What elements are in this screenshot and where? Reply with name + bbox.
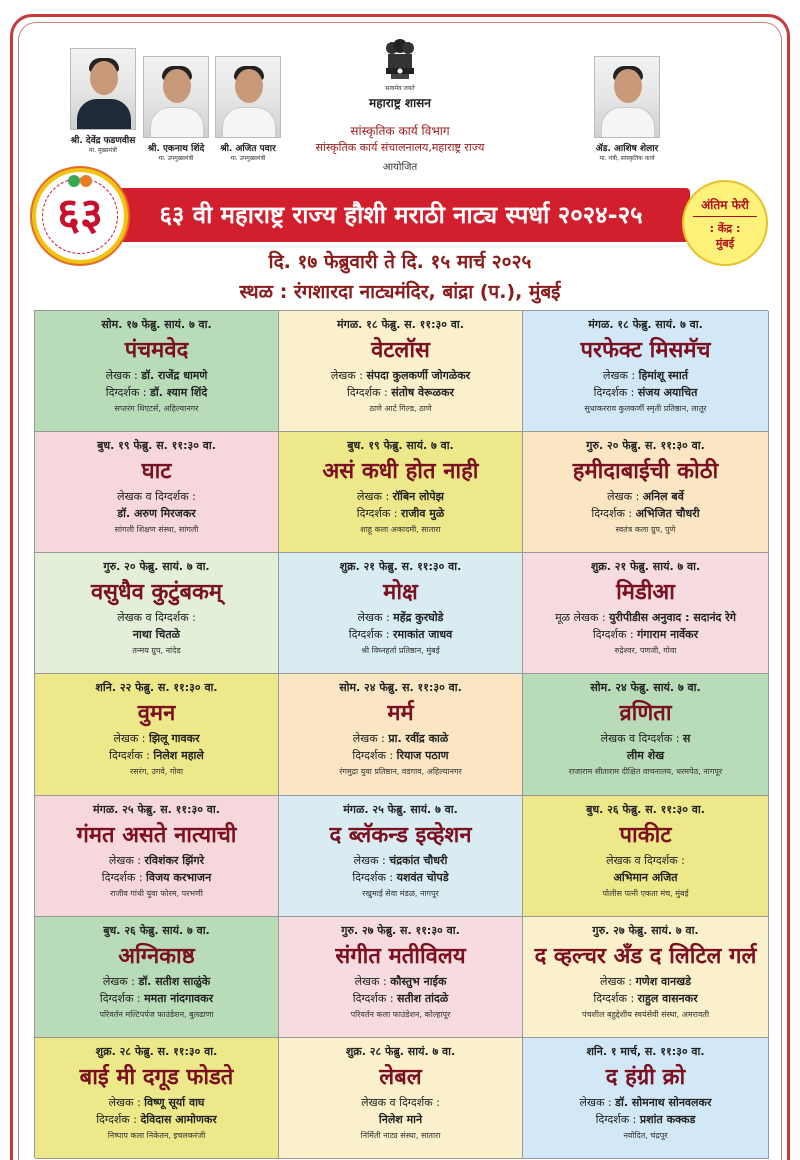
writer-label: लेखक : (352, 732, 389, 746)
director-name: यशवंत चोपडे (396, 870, 449, 884)
director-name: संजय अयाचित (637, 386, 698, 399)
organized-label: आयोजित (382, 162, 418, 173)
writer-name: विष्णू सूर्या वाघ (144, 1095, 205, 1109)
play-cell (35, 796, 279, 917)
writer-label: लेखक : (357, 611, 394, 625)
writer-label: लेखक व दिग्दर्शक : (117, 611, 196, 625)
title-banner (112, 188, 690, 242)
play-writer-director-name: नाथा चितळे (132, 628, 181, 642)
play-group: पंचशील बहुद्देशीय स्वयंसेवी संस्था, अमरावती (581, 1009, 710, 1019)
play-director-line (279, 748, 522, 763)
writer-name: झिलू गावकर (149, 732, 200, 746)
competition-title: ६३ वी महाराष्ट्र राज्य हौशी मराठी नाट्य स्पर्धा २०२४-२५ (159, 201, 643, 229)
play-group: निष्पाप कला निकेतन, इचलकरंजी (107, 1130, 206, 1140)
play-title: वुमन (137, 701, 176, 727)
play-writer-line (279, 489, 522, 504)
play-title: मोक्ष (383, 580, 418, 606)
play-title: पंचमवेद (124, 338, 189, 363)
writer-name: गणेश वानखडे (635, 974, 692, 988)
play-date: गुरु. २० फेब्रु. सायं. ७ वा. (103, 560, 210, 574)
play-director-line (35, 748, 278, 763)
writer-label: लेखक व दिग्दर्शक : (117, 490, 196, 504)
play-date: सोम. १७ फेब्रु. सायं. ७ वा. (101, 318, 212, 331)
photo (143, 56, 209, 138)
photo (70, 48, 136, 130)
play-title: संगीत मतीविलय (335, 943, 466, 969)
competition-dates: दि. १७ फेब्रुवारी ते दि. १५ मार्च २०२५ (268, 251, 532, 273)
play-director-line (523, 385, 768, 400)
directorate-name: सांस्कृतिक कार्य संचालनालय,महाराष्ट्र राज्य (315, 141, 485, 154)
play-title: द हंग्री क्रो (605, 1064, 686, 1090)
writer-name: डॉ. सतीश साळुंके (138, 974, 211, 988)
director-name: विजय करभाजन (146, 870, 212, 884)
play-writer-line (523, 974, 768, 989)
play-group: सुधाकरराव कुलकर्णी स्मृती प्रतिष्ठान, लातूर (584, 404, 707, 413)
play-date: शुक्र. २१ फेब्रु. सायं. ७ वा. (590, 560, 701, 574)
director-name: अभिजित चौधरी (635, 507, 700, 521)
play-cell (523, 432, 769, 553)
play-title: अग्निकाष्ठ (118, 943, 195, 969)
director-label: दिग्दर्शक : (109, 749, 154, 763)
department-name: सांस्कृतिक कार्य विभाग (350, 124, 450, 138)
play-date: गुरु. २० फेब्रु. स. ११:३० वा. (586, 439, 705, 453)
director-name: संतोष वेरूळकर (391, 386, 454, 399)
play-title: परफेक्ट मिसमॅच (580, 338, 711, 363)
writer-label: लेखक : (108, 853, 145, 867)
play-date: शनि. १ मार्च, स. ११:३० वा. (586, 1044, 705, 1058)
play-director-line (523, 627, 768, 642)
play-director-line (35, 385, 278, 400)
director-name: देविदास आमोणकर (140, 1112, 217, 1126)
play-writer-line (279, 610, 522, 625)
writer-name: चंद्रकांत चौधरी (389, 853, 448, 867)
play-writer-director-name: अभिमान अजित (613, 870, 678, 884)
director-name: रमाकांत जाधव (393, 628, 453, 642)
play-date: बुध. १९ फेब्रु. स. ११:३० वा. (97, 439, 216, 453)
writer-label: लेखक व दिग्दर्शक : (361, 1095, 440, 1109)
writer-name: हिमांशू स्मार्त (638, 369, 688, 382)
play-director-line (279, 627, 522, 642)
play-date: सोम. २४ फेब्रु. सायं. ७ वा. (590, 681, 701, 695)
director-name: गंगाराम नार्वेकर (637, 628, 699, 642)
person-role: मा. मुख्यमंत्री (89, 147, 117, 154)
play-title: असं कधी होत नाही (322, 459, 479, 485)
writer-label: लेखक व दिग्दर्शक : (600, 732, 683, 746)
writer-name: स (682, 732, 691, 746)
person-name: श्री. देवेंद्र फडणवीस (70, 136, 136, 146)
play-group: पोलीस पत्नी एकता मंच, मुंबई (602, 888, 689, 898)
play-group: रखुमाई सेवा मंडळ, नागपूर (362, 888, 439, 898)
play-group: रंगमुद्रा युवा प्रतिष्ठान, वडगाव, अहिल्यानगर (339, 767, 462, 777)
play-title: वेटलॉस (371, 338, 430, 363)
play-cell (523, 553, 769, 674)
schedule-grid (34, 310, 768, 1158)
play-date: सोम. २४ फेब्रु. स. ११:३० वा. (339, 681, 462, 695)
director-name: डॉ. श्याम शिंदे (150, 386, 208, 399)
play-writer-director-name: लीम शेख (626, 749, 665, 763)
writer-label: लेखक : (113, 732, 150, 746)
play-writer-line (35, 610, 278, 625)
writer-label: लेखक : (599, 974, 636, 988)
final-round-label: अंतिम फेरी (701, 198, 749, 212)
play-writer-line (523, 368, 768, 383)
play-date: गुरु. २७ फेब्रु. स. ११:३० वा. (341, 923, 460, 937)
play-group: श्री विघ्नहर्ता प्रतिष्ठान, मुंबई (361, 646, 440, 656)
writer-name: महेंद्र कुरघोडे (393, 611, 444, 625)
play-director-line (279, 870, 522, 885)
play-date: मंगळ. २५ फेब्रु. स. ११:३० वा. (93, 802, 220, 816)
play-director-line (523, 1112, 768, 1127)
play-date: शुक्र. २८ फेब्रु. सायं. ७ वा. (345, 1044, 456, 1058)
play-cell (279, 796, 523, 917)
writer-label: मूळ लेखक : (555, 611, 610, 625)
writer-name: डॉ. सोमनाथ सोनवलकर (615, 1095, 712, 1109)
play-title: हमीदाबाईची कोठी (572, 459, 719, 485)
director-label: दिग्दर्शक : (105, 386, 150, 399)
play-writer-line (279, 853, 522, 868)
play-director-line (279, 506, 522, 521)
play-title: वसुधैव कुटुंबकम् (90, 580, 223, 606)
play-cell (523, 311, 769, 432)
person-name: श्री. एकनाथ शिंदे (147, 144, 205, 154)
play-cell (279, 311, 523, 432)
play-writer-director-name: निलेश माने (378, 1112, 423, 1126)
writer-name: रविशंकर झिंगरे (144, 853, 205, 867)
writer-name: कौस्तुभ नाईक (390, 974, 447, 988)
play-title: व्रणिता (619, 701, 672, 727)
play-writer-line (523, 1095, 768, 1110)
portrait-dcm-1 (138, 56, 214, 162)
person-name: श्री. अजित पवार (220, 144, 276, 154)
play-writer-line (523, 610, 768, 625)
play-group: सांगली शिक्षण संस्था, सांगली (114, 525, 199, 535)
government-name: महाराष्ट्र शासन (369, 96, 431, 110)
play-date: मंगळ. २५ फेब्रु. सायं. ७ वा. (343, 802, 458, 816)
play-date: बुध. २६ फेब्रु. सायं. ७ वा. (103, 923, 210, 937)
play-group: तन्मय ग्रुप, नांदेड (132, 646, 181, 656)
director-label: दिग्दर्शक : (99, 991, 145, 1005)
director-name: सतीश तांदळे (397, 991, 449, 1005)
play-title: मर्म (387, 701, 414, 727)
play-group: सप्तरंग थिएटर्स, अहिल्यानगर (114, 404, 199, 413)
play-director-line (35, 1112, 278, 1127)
portrait-minister (582, 56, 672, 162)
person-role: मा. उपमुख्यमंत्री (158, 155, 194, 162)
motto: सत्यमेव जयते (385, 85, 415, 92)
play-director-line (279, 991, 522, 1006)
play-cell (35, 674, 279, 795)
play-group: नवोदित, चंद्रपूर (623, 1130, 668, 1140)
play-cell (35, 432, 279, 553)
play-cell (279, 674, 523, 795)
writer-label: लेखक : (579, 1095, 616, 1109)
person-name: ॲड. आशिष शेलार (595, 144, 659, 154)
director-label: दिग्दर्शक : (592, 628, 638, 642)
writer-name: युरीपीडीस अनुवाद : सदानंद रेगे (609, 611, 736, 625)
portrait-cm (58, 48, 148, 154)
director-name: राजीव मुळे (401, 507, 445, 521)
writer-label: लेखक व दिग्दर्शक : (606, 853, 685, 867)
writer-label: लेखक : (354, 974, 391, 988)
director-name: प्रशांत कक्कड (639, 1112, 696, 1126)
play-cell (35, 311, 279, 432)
play-title: लेबल (379, 1064, 422, 1090)
director-label: दिग्दर्शक : (348, 628, 394, 642)
director-name: राहुल वासनकर (637, 991, 698, 1005)
play-cell (523, 917, 769, 1038)
play-writer-director-name: डॉ. अरुण मिरजकर (117, 507, 196, 521)
director-label: दिग्दर्शक : (356, 507, 401, 521)
play-date: बुध. १९ फेब्रु. सायं. ७ वा. (347, 439, 454, 453)
play-writer-line (35, 489, 278, 504)
play-writer-line (35, 368, 278, 383)
play-writer-line (279, 1095, 522, 1110)
play-group: ठाणे आर्ट गिल्ड, ठाणे (369, 404, 432, 413)
play-director-line (523, 991, 768, 1006)
play-director-line (523, 506, 768, 521)
director-label: दिग्दर्शक : (101, 870, 147, 884)
writer-name: डॉ. राजेंद्र धामणे (141, 369, 208, 382)
play-director-line (35, 991, 278, 1006)
play-group: राजीव गांधी युवा फोरम, परभणी (110, 888, 203, 898)
play-cell (279, 1038, 523, 1159)
director-label: दिग्दर्शक : (96, 1112, 141, 1126)
play-date: मंगळ. १८ फेब्रु. सायं. ७ वा. (588, 318, 703, 331)
play-writer-line (523, 731, 768, 746)
director-name: ममता नांदगावकर (144, 991, 214, 1005)
play-title: बाई मी दगूड फोडते (79, 1064, 234, 1090)
play-date: मंगळ. १८ फेब्रु. स. ११:३० वा. (337, 318, 464, 331)
person-role: मा. उपमुख्यमंत्री (230, 155, 266, 162)
play-writer-line (35, 853, 278, 868)
play-group: परिवर्तन मल्टिपर्पज फाउंडेशन, बुलढाणा (99, 1009, 214, 1019)
play-writer-line (35, 974, 278, 989)
play-title: द व्हल्चर अँड द लिटिल गर्ल (534, 943, 757, 969)
writer-label: लेखक : (105, 369, 142, 382)
play-title: द ब्लॅकन्ड इव्हेशन (329, 822, 472, 848)
play-cell (523, 674, 769, 795)
director-name: रियाज पठाण (396, 749, 449, 763)
play-date: शुक्र. २१ फेब्रु. स. ११:३० वा. (339, 560, 462, 574)
play-title: मिडीआ (616, 580, 675, 606)
photo (594, 56, 660, 138)
centre-label: : केंद्र : (709, 222, 741, 235)
writer-name: प्रा. रवींद्र काळे (388, 732, 449, 746)
director-label: दिग्दर्शक : (352, 870, 397, 884)
play-cell (279, 553, 523, 674)
director-label: दिग्दर्शक : (352, 749, 397, 763)
play-writer-line (35, 731, 278, 746)
play-title: गंमत असते नात्याची (76, 822, 237, 848)
play-director-line (279, 385, 522, 400)
play-cell (279, 917, 523, 1038)
writer-label: लेखक : (602, 369, 639, 382)
director-name: निलेश महाले (153, 749, 204, 763)
writer-label: लेखक : (357, 490, 393, 504)
play-date: शनि. २२ फेब्रु. स. ११:३० वा. (95, 681, 218, 695)
director-label: दिग्दर्शक : (593, 991, 638, 1005)
play-writer-line (35, 1095, 278, 1110)
national-emblem-icon (383, 36, 417, 82)
play-group: निर्मिती नाट्य संस्था, सातारा (360, 1130, 441, 1140)
writer-label: लेखक : (353, 853, 390, 867)
play-title: घाट (141, 459, 172, 485)
play-group: स्वतंत्र कला ग्रुप, पुणे (615, 525, 676, 535)
play-date: शुक्र. २८ फेब्रु. स. ११:३० वा. (95, 1044, 218, 1058)
writer-label: लेखक : (102, 974, 139, 988)
play-cell (279, 432, 523, 553)
drama-masks-icon (66, 174, 94, 188)
venue: स्थळ : रंगशारदा नाट्यमंदिर, बांद्रा (प.), मुंबई (239, 281, 561, 303)
play-writer-line (279, 368, 522, 383)
centre-name: मुंबई (715, 237, 735, 250)
play-director-line (35, 870, 278, 885)
play-cell (35, 917, 279, 1038)
writer-label: लेखक : (607, 490, 643, 504)
play-writer-line (279, 974, 522, 989)
play-writer-line (279, 731, 522, 746)
play-cell (523, 796, 769, 917)
play-date: गुरु. २७ फेब्रु. सायं. ७ वा. (592, 923, 699, 937)
writer-label: लेखक : (330, 369, 367, 382)
play-writer-line (523, 853, 768, 868)
play-group: रुद्रेश्वर, पणजी, गोवा (614, 646, 677, 656)
play-cell (35, 553, 279, 674)
writer-name: अनिल बर्वे (642, 490, 684, 504)
play-date: बुध. २६ फेब्रु. स. ११:३० वा. (586, 802, 705, 816)
play-group: परिवर्तन कला फाउंडेशन, कोल्हापूर (350, 1009, 451, 1019)
play-group: राजाराम सीताराम दीक्षित वाचनालय, धरमपेठ, नागपूर (568, 767, 723, 777)
writer-name: संपदा कुलकर्णी जोगळेकर (366, 369, 471, 382)
play-cell (35, 1038, 279, 1159)
person-role: मा. मंत्री, सांस्कृतिक कार्य (599, 155, 655, 162)
director-label: दिग्दर्शक : (352, 991, 398, 1005)
play-group: रसरंग, उगवे, गोवा (129, 767, 184, 777)
play-cell (523, 1038, 769, 1159)
writer-label: लेखक : (108, 1095, 145, 1109)
director-label: दिग्दर्शक : (591, 507, 636, 521)
director-label: दिग्दर्शक : (593, 386, 638, 399)
logo-number: ६३ (57, 189, 103, 240)
director-label: दिग्दर्शक : (347, 386, 392, 399)
director-label: दिग्दर्शक : (595, 1112, 640, 1126)
play-title: पाकीट (619, 822, 672, 848)
play-writer-line (523, 489, 768, 504)
writer-name: रॉबिन लोपेझ (392, 490, 444, 504)
play-group: शाहू कला अकादमी, सातारा (360, 525, 441, 535)
